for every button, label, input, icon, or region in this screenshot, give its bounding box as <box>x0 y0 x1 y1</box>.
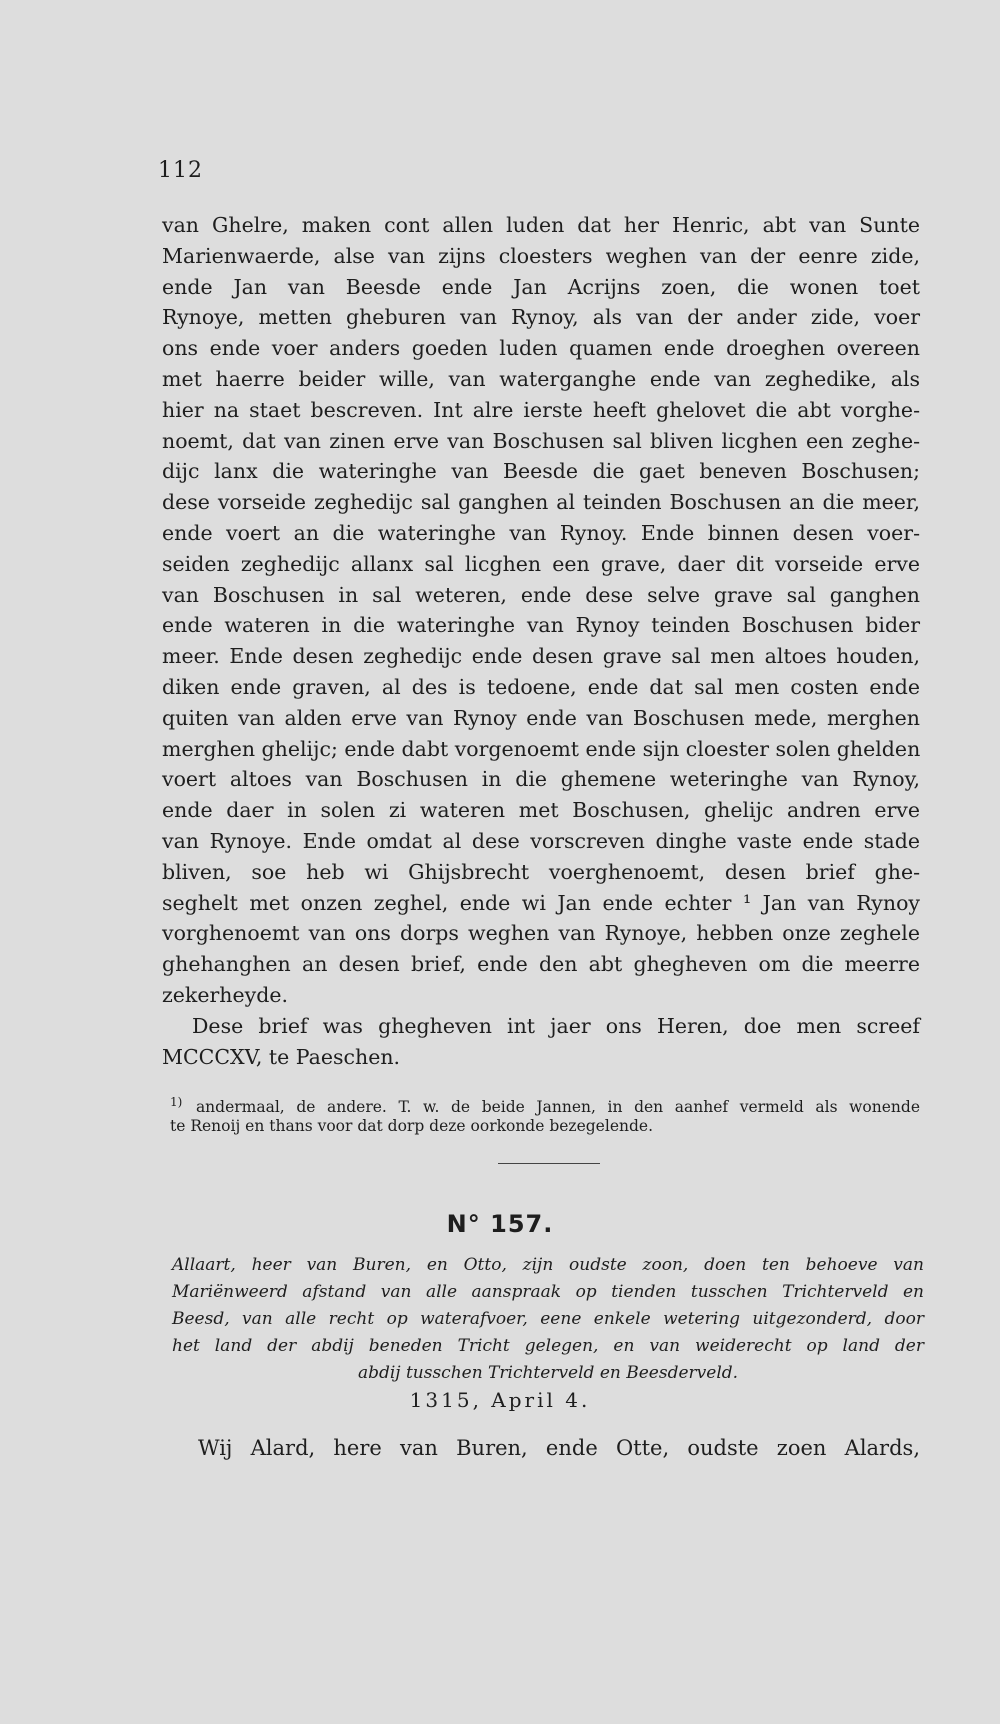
text-line: noemt, dat van zinen erve van Boschusen sal bliven licghen een zeghe- <box>162 428 920 453</box>
charter-text <box>162 210 920 1072</box>
text-line: zekerheyde. <box>162 982 288 1007</box>
text-line: ons ende voer anders goeden luden quamen ende droeghen overeen <box>162 336 920 361</box>
closing-line: Dese brief was ghegheven int jaer ons Heren, doe men screef <box>192 1013 920 1038</box>
text-line: vorghenoemt van ons dorps weghen van Rynoye, hebben onze zeghele <box>162 921 920 946</box>
text-line: meer. Ende desen zeghedijc ende desen grave sal men altoes houden, <box>162 644 920 669</box>
summary-line: Allaart, heer van Buren, en Otto, zijn oudste zoon, doen ten behoeve van <box>172 1255 924 1275</box>
text-line: ende voert an die wateringhe van Rynoy. Ende binnen desen voer- <box>162 520 920 545</box>
text-line: ende Jan van Beesde ende Jan Acrijns zoen, die wonen toet <box>162 274 920 299</box>
text-line: ende wateren in die wateringhe van Rynoy teinden Boschusen bider <box>162 613 920 638</box>
footnote-marker: 1) <box>170 1095 183 1109</box>
text-line: merghen ghelijc; ende dabt vorgenoemt ende sijn cloester solen ghelden <box>162 736 921 761</box>
text-line: van Ghelre, maken cont allen luden dat her Henric, abt van Sunte <box>162 213 920 237</box>
text-line: bliven, soe heb wi Ghijsbrecht voerghenoemt, desen brief ghe- <box>162 859 920 884</box>
text-line: seghelt met onzen zeghel, ende wi Jan ende echter ¹ Jan van Rynoy <box>162 890 920 915</box>
page-number: 112 <box>158 158 203 183</box>
text-line: met haerre beider wille, van waterganghe ende van zeghedike, als <box>162 366 920 391</box>
text-line: ende daer in solen zi wateren met Boschusen, ghelijc andren erve <box>162 798 920 823</box>
text-line: van Boschusen in sal weteren, ende dese selve grave sal ganghen <box>162 582 920 607</box>
text-line: hier na staet bescreven. Int alre ierste heeft ghelovet die abt vorghe- <box>162 397 920 422</box>
text-line: Rynoye, metten gheburen van Rynoy, als van der ander zide, voer <box>162 305 920 330</box>
document-opening <box>198 1433 920 1464</box>
text-line: ghehanghen an desen brief, ende den abt ghegheven om die meerre <box>162 952 920 977</box>
footnote-line: te Renoij en thans voor dat dorp deze oorkonde bezegelende. <box>170 1117 653 1135</box>
closing-line: MCCCXV, te Paeschen. <box>162 1044 401 1069</box>
footnote <box>170 1090 920 1138</box>
document-number: N° 157. <box>446 1210 554 1238</box>
text-line: seiden zeghedijc allanx sal licghen een grave, daer dit vorseide erve <box>162 551 920 576</box>
text-line: quiten van alden erve van Rynoy ende van Boschusen mede, merghen <box>162 705 920 730</box>
text-line: dijc lanx die wateringhe van Beesde die gaet beneven Boschusen; <box>162 459 920 484</box>
text-line: van Rynoye. Ende omdat al dese vorscreven dinghe vaste ende stade <box>162 828 920 853</box>
summary-line: Mariënweerd afstand van alle aanspraak op tienden tusschen Trichterveld en <box>172 1282 924 1302</box>
opening-line: Wij Alard, here van Buren, ende Otte, oudste zoen Alards, <box>198 1436 920 1460</box>
text-line: voert altoes van Boschusen in die ghemene weteringhe van Rynoy, <box>162 767 920 792</box>
document-summary <box>172 1252 924 1387</box>
text-line: dese vorseide zeghedijc sal ganghen al teinden Boschusen an die meer, <box>162 490 920 515</box>
section-divider <box>498 1163 600 1164</box>
footnote-line <box>170 1090 920 1117</box>
summary-line: abdij tusschen Trichterveld en Beesderveld. <box>357 1363 739 1383</box>
document-date: 1315, April 4. <box>409 1388 591 1412</box>
text-line: diken ende graven, al des is tedoene, ende dat sal men costen ende <box>162 674 920 699</box>
footnote-text: andermaal, de andere. T. w. de beide Jannen, in den aanhef vermeld als wonende <box>195 1098 920 1117</box>
text-line: Marienwaerde, alse van zijns cloesters weghen van der eenre zide, <box>162 243 920 268</box>
summary-line: Beesd, van alle recht op waterafvoer, eene enkele wetering uitgezonderd, door <box>172 1309 924 1329</box>
summary-line: het land der abdij beneden Tricht gelegen, en van weiderecht op land der <box>172 1336 924 1356</box>
